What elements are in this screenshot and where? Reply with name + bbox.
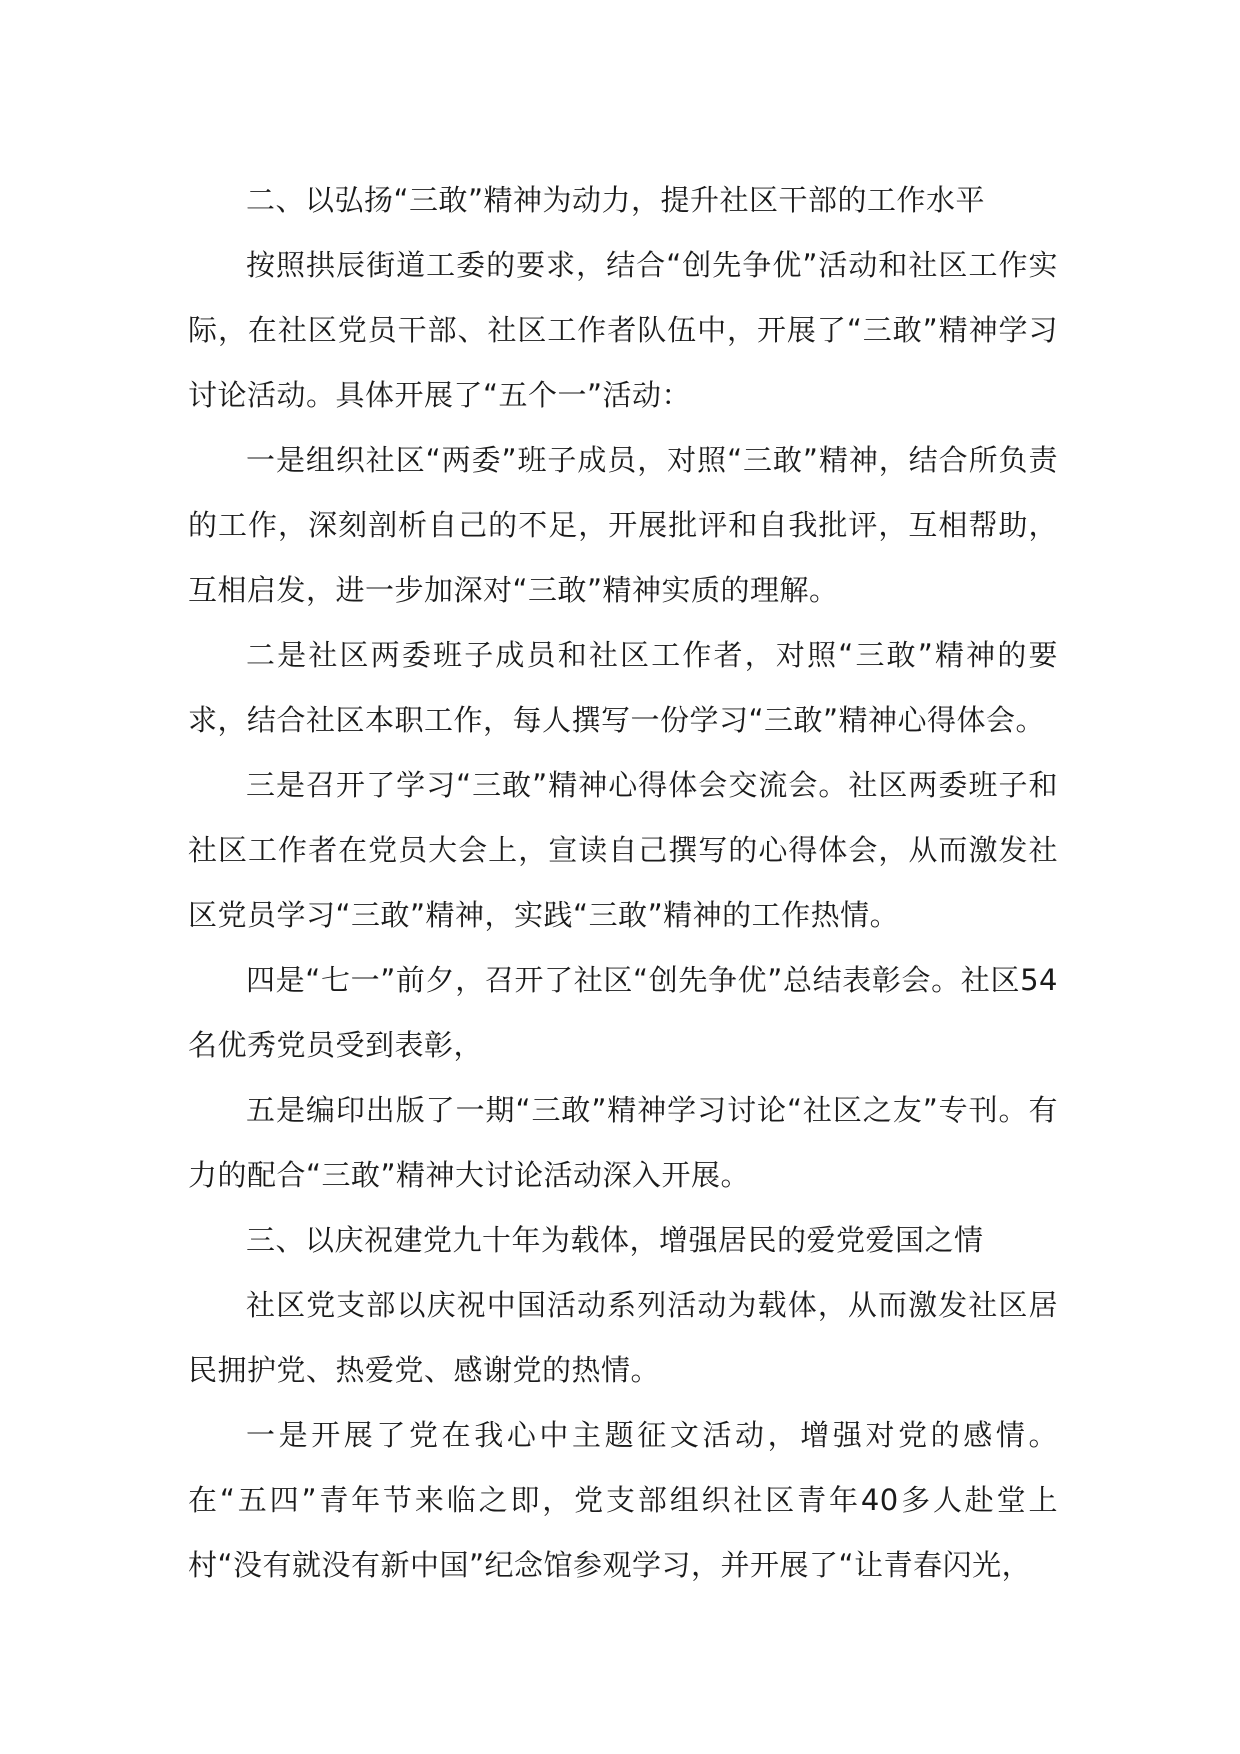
paragraph: 二是社区两委班子成员和社区工作者，对照“三敢”精神的要求，结合社区本职工作，每人撰写一份学习“三敢”精神心得体会。	[188, 638, 1058, 737]
paragraph: 一是组织社区“两委”班子成员，对照“三敢”精神，结合所负责的工作，深刻剖析自己的不足，开展批评和自我批评，互相帮助，互相启发，进一步加深对“三敢”精神实质的理解。	[188, 443, 1058, 607]
paragraph: 三是召开了学习“三敢”精神心得体会交流会。社区两委班子和社区工作者在党员大会上，宣读自己撰写的心得体会，从而激发社区党员学习“三敢”精神，实践“三敢”精神的工作热情。	[188, 768, 1058, 932]
paragraph: 五是编印出版了一期“三敢”精神学习讨论“社区之友”专刊。有力的配合“三敢”精神大讨论活动深入开展。	[188, 1093, 1058, 1192]
paragraph: 四是“七一”前夕，召开了社区“创先争优”总结表彰会。社区54名优秀党员受到表彰，	[188, 963, 1058, 1062]
paragraph: 社区党支部以庆祝中国活动系列活动为载体，从而激发社区居民拥护党、热爱党、感谢党的热情。	[188, 1288, 1058, 1387]
paragraph: 按照拱辰街道工委的要求，结合“创先争优”活动和社区工作实际，在社区党员干部、社区工作者队伍中，开展了“三敢”精神学习讨论活动。具体开展了“五个一”活动：	[188, 248, 1058, 412]
section-heading-2: 二、以弘扬“三敢”精神为动力，提升社区干部的工作水平	[246, 183, 986, 217]
section-heading-3: 三、以庆祝建党九十年为载体，增强居民的爱党爱国之情	[246, 1223, 984, 1257]
document-body	[188, 168, 1058, 1598]
paragraph: 一是开展了党在我心中主题征文活动，增强对党的感情。在“五四”青年节来临之即，党支部组织社区青年40多人赴堂上村“没有就没有新中国”纪念馆参观学习，并开展了“让青春闪光，	[188, 1418, 1058, 1582]
